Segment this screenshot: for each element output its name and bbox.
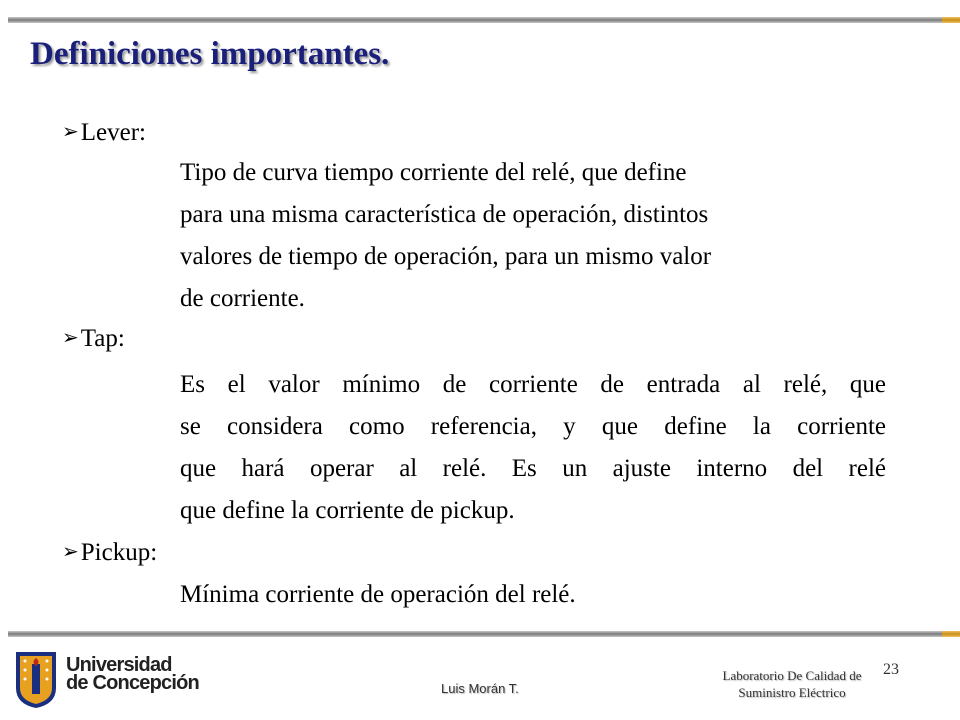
- definition-line: se considera como referencia, y que define la corriente: [180, 413, 886, 440]
- author-name: Luis Morán T.: [441, 681, 519, 696]
- term-lever: [62, 118, 146, 147]
- arrow-bullet-icon: ➢: [62, 327, 79, 349]
- definition-line: Mínima corriente de operación del relé.: [180, 581, 576, 608]
- university-line: de Concepción: [66, 672, 199, 694]
- definition-line: que define la corriente de pickup.: [180, 497, 515, 524]
- term-tap: [62, 324, 125, 353]
- definition-pickup: [180, 574, 886, 616]
- term-label: Lever:: [80, 119, 146, 146]
- definition-line: de corriente.: [180, 285, 305, 312]
- term-label: Tap:: [80, 325, 125, 352]
- lab-name: [706, 667, 878, 701]
- definition-line: valores de tiempo de operación, para un mismo valor: [180, 243, 712, 270]
- university-crest-icon: [14, 650, 58, 710]
- definition-line: para una misma característica de operación, distintos: [180, 201, 709, 228]
- university-line: Universidad: [66, 654, 172, 676]
- term-pickup: [62, 538, 157, 567]
- term-label: Pickup:: [80, 539, 158, 566]
- definition-line: que hará operar al relé. Es un ajuste interno del relé: [180, 455, 886, 482]
- lab-line: Laboratorio De Calidad de: [722, 668, 862, 683]
- definition-line: Es el valor mínimo de corriente de entrada al relé, que: [180, 371, 886, 398]
- definition-lever: [180, 152, 886, 320]
- arrow-bullet-icon: ➢: [62, 541, 79, 563]
- bottom-divider: [8, 631, 942, 637]
- definition-tap: [180, 364, 886, 532]
- definition-line: Tipo de curva tiempo corriente del relé, que define: [180, 159, 687, 186]
- page-number: 23: [883, 661, 899, 678]
- university-name: [66, 656, 199, 692]
- slide-title: Definiciones importantes.: [30, 36, 390, 72]
- lab-line: Suministro Eléctrico: [738, 685, 846, 700]
- arrow-bullet-icon: ➢: [62, 121, 79, 143]
